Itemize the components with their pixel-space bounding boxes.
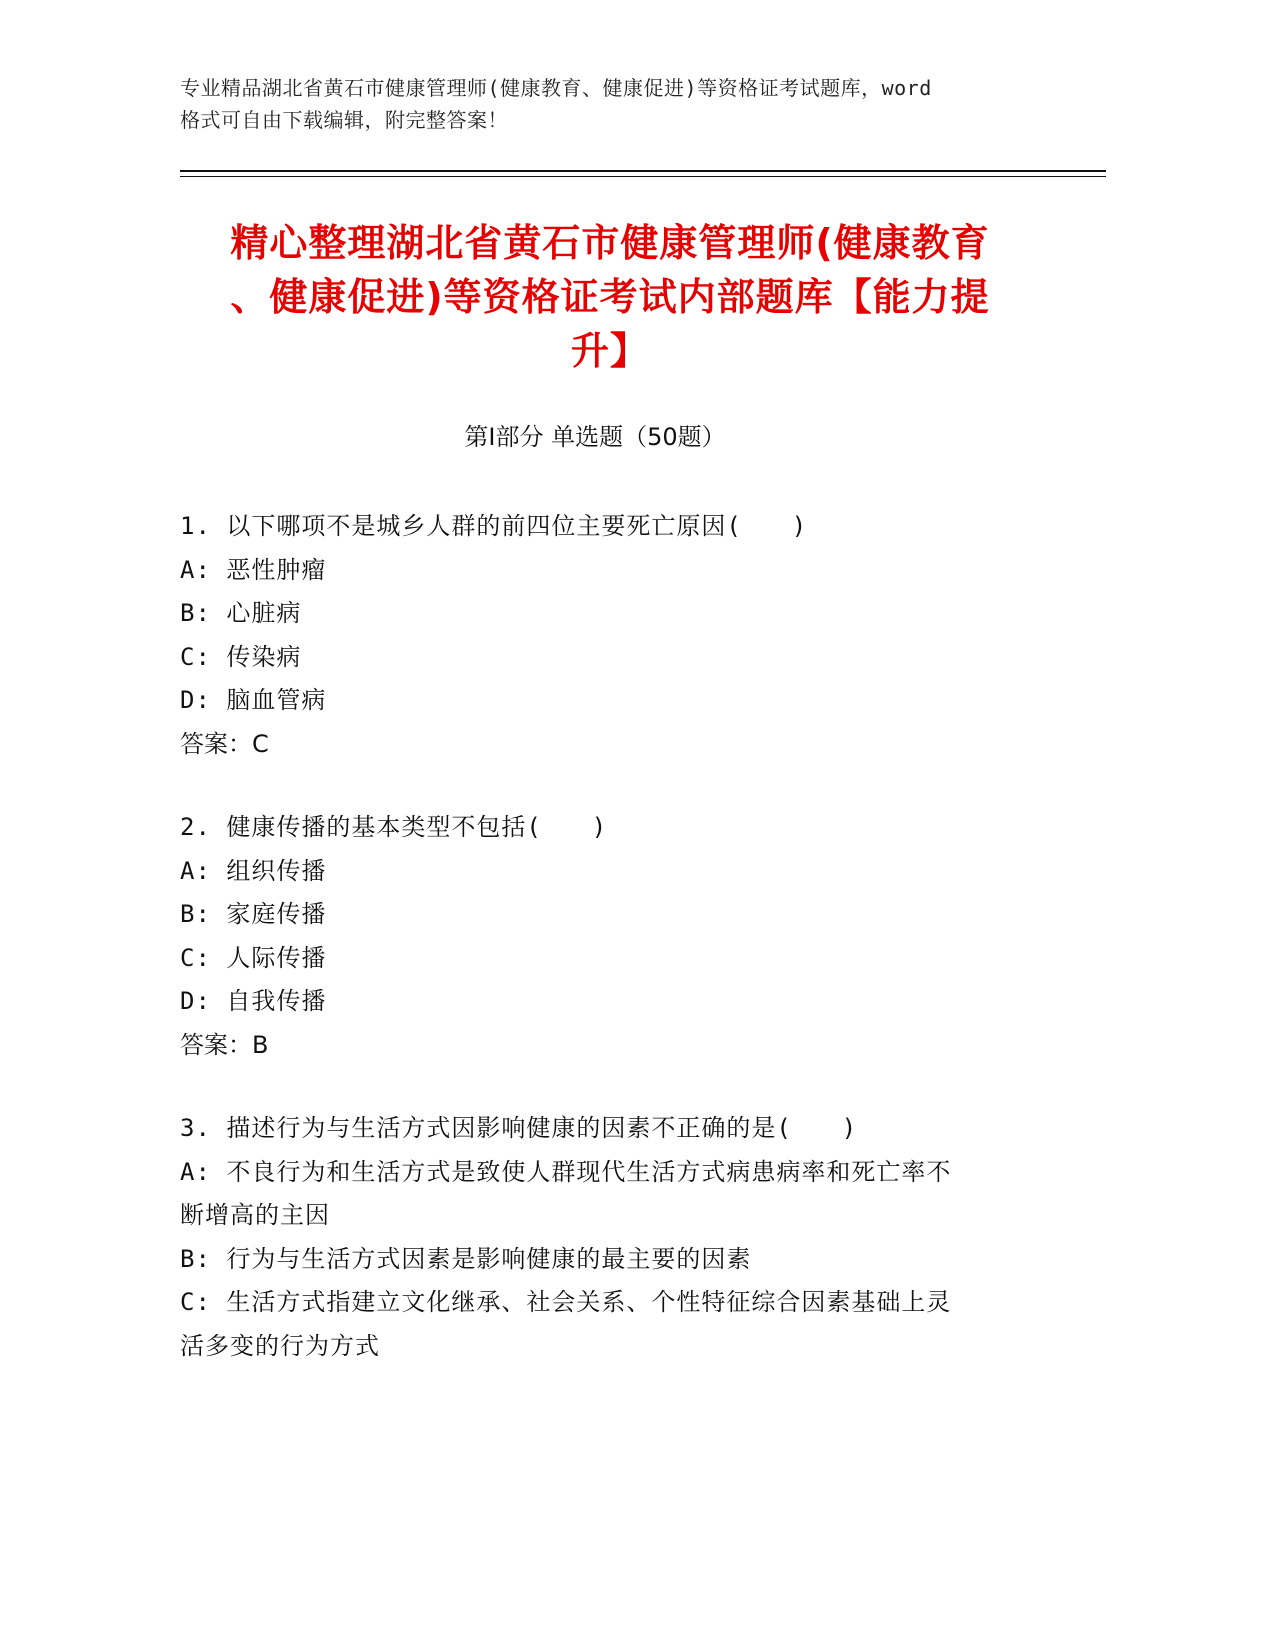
header-divider-thick (180, 170, 1106, 172)
question-3 (180, 1107, 1040, 1368)
answer: 答案：C (180, 729, 269, 758)
question-stem: 1. 以下哪项不是城乡人群的前四位主要死亡原因( ) (180, 512, 808, 540)
option-d: D: 脑血管病 (180, 686, 327, 714)
option-c: C: 传染病 (180, 642, 302, 671)
option-c-line-2: 活多变的行为方式 (180, 1331, 380, 1360)
header-note-line-1: 专业精品湖北省黄石市健康管理师(健康教育、健康促进)等资格证考试题库，word (180, 76, 932, 100)
answer: 答案：B (180, 1030, 269, 1059)
option-a-line-2: 断增高的主因 (180, 1201, 330, 1229)
question-1 (180, 505, 1040, 766)
option-c-line-1: C: 生活方式指建立文化继承、社会关系、个性特征综合因素基础上灵 (180, 1288, 952, 1316)
option-a: A: 恶性肿瘤 (180, 555, 327, 584)
document-title (180, 216, 1040, 378)
question-2 (180, 806, 1040, 1067)
header-note (180, 72, 1060, 136)
section-title: 第Ⅰ部分 单选题（50题） (464, 423, 726, 451)
question-stem: 3. 描述行为与生活方式因影响健康的因素不正确的是( ) (180, 1114, 858, 1142)
question-stem: 2. 健康传播的基本类型不包括( ) (180, 813, 608, 841)
option-b: B: 心脏病 (180, 599, 302, 627)
option-b: B: 家庭传播 (180, 900, 327, 928)
document-title-line-1: 精心整理湖北省黄石市健康管理师(健康教育 (230, 221, 990, 265)
question-list (180, 505, 1040, 1408)
document-title-line-2: 、健康促进)等资格证考试内部题库【能力提 (230, 275, 990, 319)
header-note-line-2: 格式可自由下载编辑，附完整答案！ (180, 108, 508, 132)
option-d: D: 自我传播 (180, 987, 327, 1015)
document-title-line-3: 升】 (570, 329, 649, 373)
option-b: B: 行为与生活方式因素是影响健康的最主要的因素 (180, 1244, 752, 1273)
header-divider-thin (180, 176, 1106, 177)
option-a-line-1: A: 不良行为和生活方式是致使人群现代生活方式病患病率和死亡率不 (180, 1157, 952, 1186)
option-c: C: 人际传播 (180, 943, 327, 972)
option-a: A: 组织传播 (180, 856, 327, 885)
